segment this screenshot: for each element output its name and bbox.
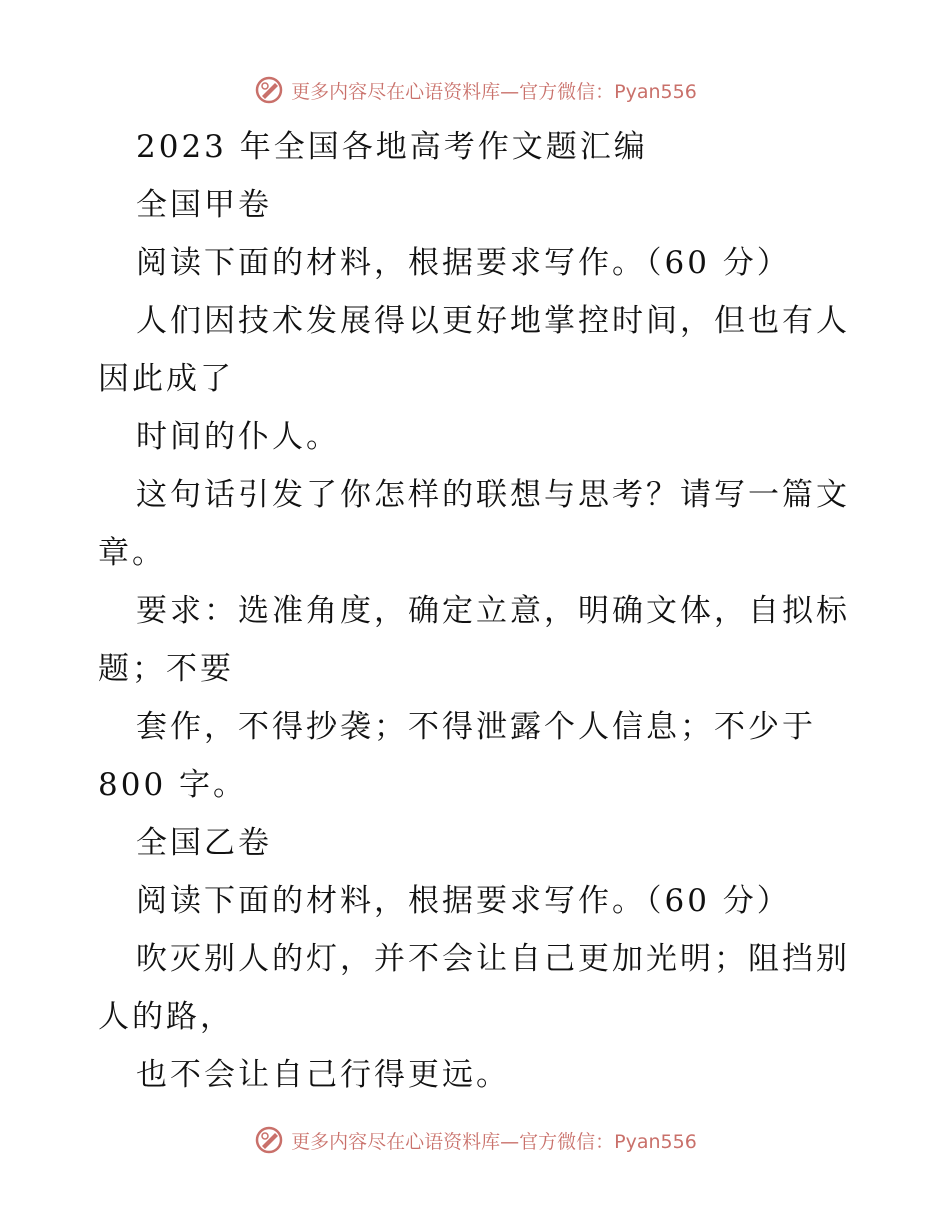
watermark-text: 更多内容尽在心语资料库—官方微信：Pyan556 bbox=[291, 1130, 697, 1153]
text-line: 人们因技术发展得以更好地掌控时间，但也有人 bbox=[136, 303, 850, 339]
text-line: 吹灭别人的灯，并不会让自己更加光明；阻挡别 bbox=[136, 941, 850, 977]
text-line: 800 字。 bbox=[98, 767, 248, 803]
text-line: 全国甲卷 bbox=[136, 187, 272, 223]
text-line: 人的路， bbox=[98, 999, 234, 1035]
document-body bbox=[98, 118, 858, 1104]
text-line: 2023 年全国各地高考作文题汇编 bbox=[136, 129, 648, 165]
text-line: 阅读下面的材料，根据要求写作。（60 分） bbox=[136, 245, 791, 281]
footer-watermark bbox=[0, 1120, 950, 1160]
text-line: 这句话引发了你怎样的联想与思考？请写一篇文 bbox=[136, 477, 850, 513]
header-watermark bbox=[0, 70, 950, 110]
text-line: 要求：选准角度，确定立意，明确文体，自拟标 bbox=[136, 593, 850, 629]
watermark-text: 更多内容尽在心语资料库—官方微信：Pyan556 bbox=[291, 80, 697, 103]
text-line: 全国乙卷 bbox=[136, 825, 272, 861]
text-line: 章。 bbox=[98, 535, 166, 571]
text-line: 时间的仆人。 bbox=[136, 419, 340, 455]
logo-icon bbox=[253, 1124, 285, 1156]
text-line: 也不会让自己行得更远。 bbox=[136, 1057, 510, 1093]
text-line: 因此成了 bbox=[98, 361, 234, 397]
text-line: 阅读下面的材料，根据要求写作。（60 分） bbox=[136, 883, 791, 919]
text-line: 题；不要 bbox=[98, 651, 234, 687]
text-line: 套作，不得抄袭；不得泄露个人信息；不少于 bbox=[136, 709, 816, 745]
logo-icon bbox=[253, 74, 285, 106]
